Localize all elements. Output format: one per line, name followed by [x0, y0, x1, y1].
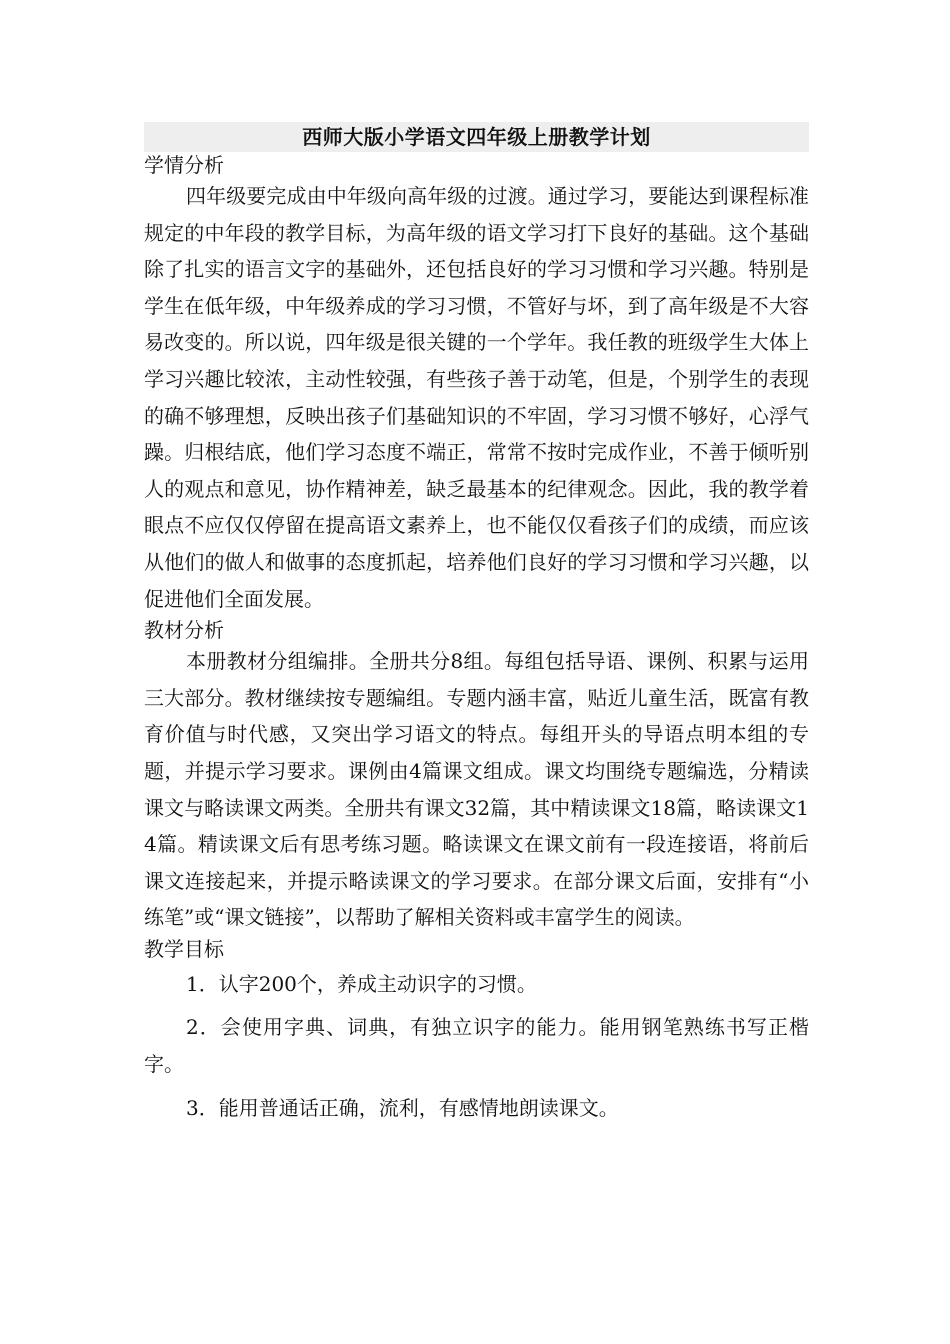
section-heading: 教学目标 — [144, 936, 224, 961]
goal-item: 1．认字200个，养成主动识字的习惯。 — [186, 971, 537, 996]
document-title: 西师大版小学语文四年级上册教学计划 — [144, 122, 809, 152]
goal-item: 2．会使用字典、词典，有独立识字的能力。能用钢笔熟练书写正楷字。 — [144, 1015, 809, 1077]
section-learning-analysis — [144, 152, 809, 617]
section-heading: 学情分析 — [144, 153, 224, 177]
section-paragraph: 四年级要完成由中年级向高年级的过渡。通过学习，要能达到课程标准规定的中年段的教学目标，为高年级的语文学习打下良好的基础。这个基础除了扎实的语言文字的基础外，还包括良好的学习习惯和学习兴趣。特别是学生在低年级，中年级养成的学习习惯，不管好与坏，到了高年级是不大容易改变的。所以说，四年级是很关键的一个学年。我任教的班级学生大体上学习兴趣比较浓，主动性较强，有些孩子善于动笔，但是，个别学生的表现的确不够理想，反映出孩子们基础知识的不牢固，学习习惯不够好，心浮气躁。归根结底，他们学习态度不端正，常常不按时完成作业，不善于倾听别人的观点和意见，协作精神差，缺乏最基本的纪律观念。因此，我的教学着眼点不应仅仅停留在提高语文素养上，也不能仅仅看孩子们的成绩，而应该从他们的做人和做事的态度抓起，培养他们良好的学习习惯和学习兴趣，以促进他们全面发展。 — [144, 184, 809, 611]
section-paragraph: 本册教材分组编排。全册共分8组。每组包括导语、课例、积累与运用三大部分。教材继续按专题编组。专题内涵丰富，贴近儿童生活，既富有教育价值与时代感，又突出学习语文的特点。每组开头的导语点明本组的专题，并提示学习要求。课例由4篇课文组成。课文均围绕专题编选，分精读课文与略读课文两类。全册共有课文32篇，其中精读课文18篇，略读课文14篇。精读课文后有思考练习题。略读课文在课文前有一段连接语，将前后课文连接起来，并提示略读课文的学习要求。在部分课文后面，安排有“小练笔”或“课文链接”，以帮助了解相关资料或丰富学生的阅读。 — [144, 649, 809, 930]
goal-item: 3．能用普通话正确，流利，有感情地朗读课文。 — [186, 1095, 619, 1120]
section-heading: 教材分析 — [144, 618, 224, 643]
section-textbook-analysis — [144, 617, 809, 936]
document-content — [144, 122, 809, 1133]
section-teaching-goals — [144, 936, 809, 1126]
